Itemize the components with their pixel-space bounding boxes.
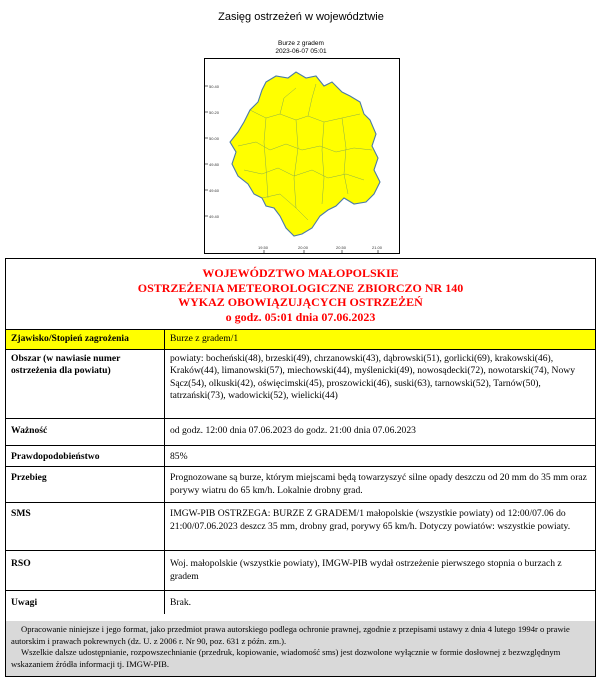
table-row-phenomenon [6,330,595,349]
warning-table [6,330,595,614]
header-warning-number: OSTRZEŻENIA METEOROLOGICZNE ZBIORCZO NR 140 [137,280,464,295]
row-value: Brak. [170,597,192,608]
footer-distribution: Wszelkie dalsze udostępnianie, rozpowszechnianie (przedruk, kopiowanie, wiadomość sms) jest dozwolone wyłącznie w formie dosłownej z bezwzględnym wskazaniem źródła informacji tj. IMGW-PIB. [11,647,561,669]
table-row-remarks [6,591,595,615]
table-row-course [6,467,595,503]
table-row-rso [6,551,595,591]
map-lat-label: 50.00 [209,136,220,141]
row-label: Prawdopodobieństwo [6,445,165,467]
row-label: Przebieg [6,467,165,503]
table-row-probability [6,445,595,467]
row-label: RSO [6,551,165,591]
map-subtitle [194,40,408,56]
row-value: IMGW-PIB OSTRZEGA: BURZE Z GRADEM/1 małopolskie (wszystkie powiaty) od 12:00/07.06 do 21:00/07.06.2023 deszcz 35 mm, drobny grad, porywy 65 km/h. Dotyczy powiatów: wszystkie powiaty. [165,503,596,551]
row-value: Woj. małopolskie (wszystkie powiaty), IMGW-PIB wydał ostrzeżenie pierwszego stopnia o burzach z gradem [165,551,596,591]
row-value: od godz. 12:00 dnia 07.06.2023 do godz. 21:00 dnia 07.06.2023 [165,418,596,445]
map-lon-label: 19.50 [258,245,269,250]
copyright-footer [6,621,595,676]
map-lat-label: 49.80 [209,162,220,167]
row-value: Burze z gradem/1 [165,330,596,349]
warning-map [194,40,408,254]
map-lat-label: 49.60 [209,188,220,193]
page-title: Zasięg ostrzeżeń w województwie [218,11,384,23]
row-value: 85% [165,445,596,467]
row-label: Obszar (w nawiasie numer ostrzeżenia dla powiatu) [6,349,165,418]
warning-header [6,259,595,330]
row-label: Zjawisko/Stopień zagrożenia [6,330,165,349]
map-lat-label: 50.40 [209,84,220,89]
row-label: Ważność [6,418,165,445]
warning-document [5,258,596,677]
map-lon-label: 20.50 [336,245,347,250]
row-label: Uwagi [6,591,165,615]
row-value: Prognozowane są burze, którym miejscami będą towarzyszyć silne opady deszczu od 20 mm do 35 mm oraz porywy wiatru do 65 km/h. Lokalnie drobny grad. [165,467,596,503]
row-label: SMS [6,503,165,551]
map-lon-label: 20.00 [298,245,309,250]
header-list-title: WYKAZ OBOWIĄZUJĄCYCH OSTRZEŻEŃ [178,295,423,309]
map-lat-label: 50.20 [209,110,220,115]
table-row-sms [6,503,595,551]
table-row-area [6,349,595,418]
table-row-validity [6,418,595,445]
map-subtitle-datetime: 2023-06-07 05:01 [275,48,327,55]
map-lat-label: 49.40 [209,214,220,219]
header-voivodeship: WOJEWÓDZTWO MAŁOPOLSKIE [202,266,399,280]
footer-copyright: Opracowanie niniejsze i jego format, jako przedmiot prawa autorskiego podlega ochronie prawnej, zgodnie z przepisami ustawy z dnia 4 lutego 1994r o prawie autorskim i prawach pokrewnych (dz. U. z 2006 r. Nr 90, poz. 631 z późn. zm.). [11,624,570,646]
map-lon-label: 21.00 [372,245,383,250]
map-subtitle-phenomenon: Burze z gradem [278,40,324,47]
voivodeship-map [204,58,400,254]
header-datetime: o godz. 05:01 dnia 07.06.2023 [225,309,376,324]
row-value: powiaty: bocheński(48), brzeski(49), chrzanowski(43), dąbrowski(51), gorlicki(69), krakowski(46), Kraków(44), limanowski(57), miechowski(44), myślenicki(49), nowosądecki(72), nowotarski(74), Nowy Sącz(54), olkuski(42), oświęcimski(45), proszowicki(46), suski(63), tarnowski(52), Tarnów(50), tatrzański(73), wadowicki(52), wielicki(44) [165,349,596,418]
